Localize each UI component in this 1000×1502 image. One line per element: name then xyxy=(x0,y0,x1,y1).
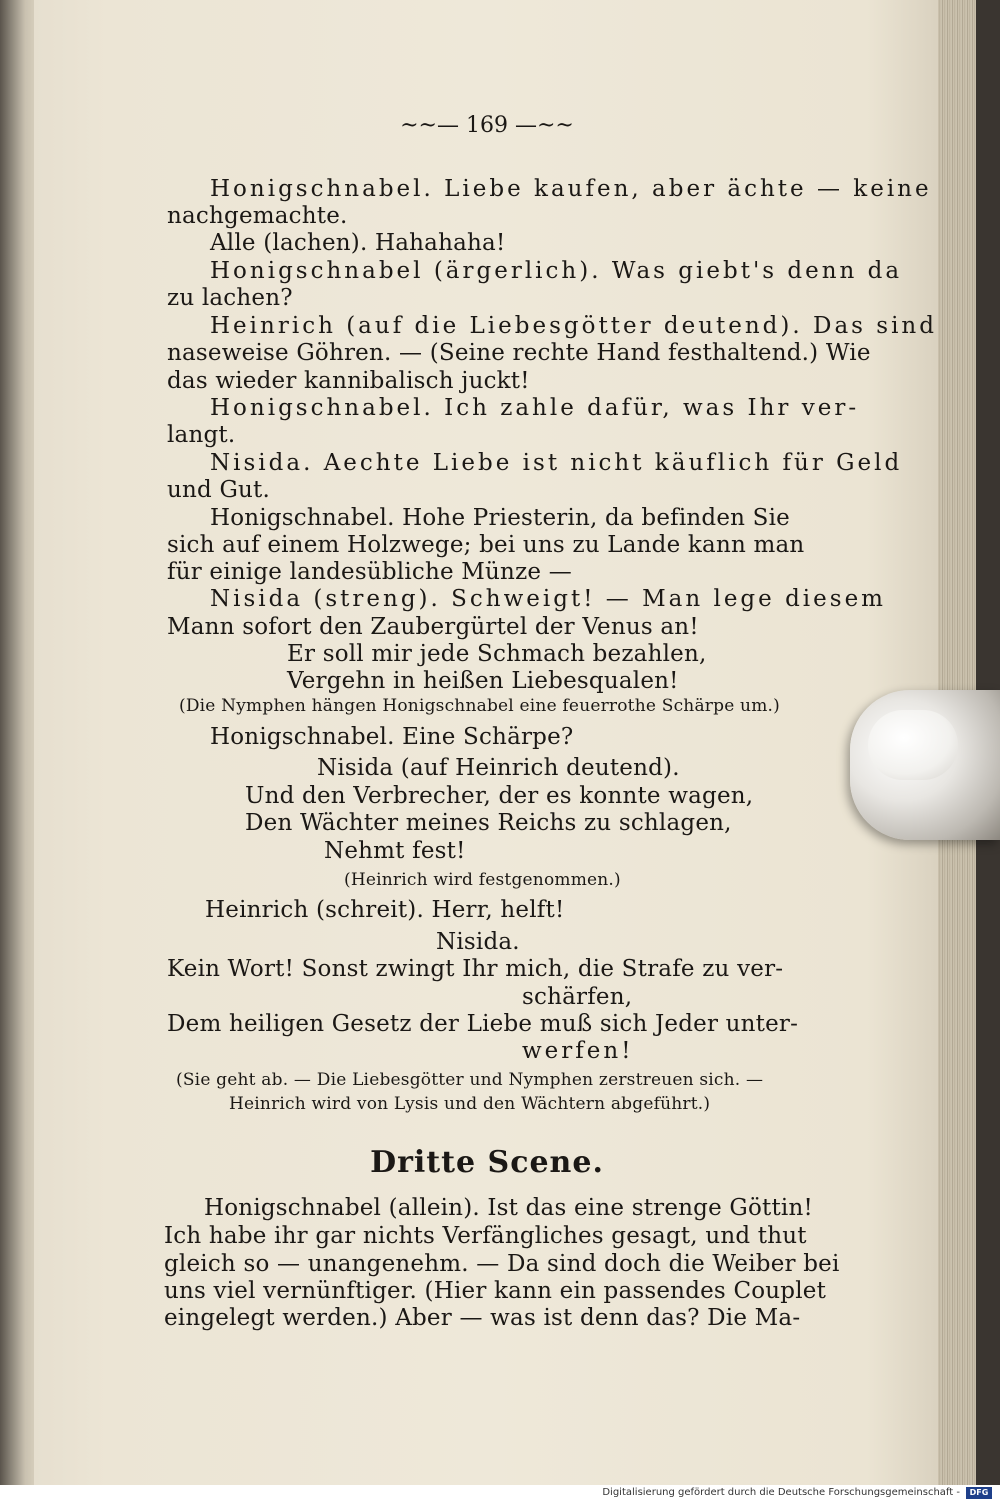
verse-line: Vergehn in heißen Liebesqualen! xyxy=(287,668,679,694)
verse-line: Dem heiligen Gesetz der Liebe muß sich Jeder unter- xyxy=(167,1011,799,1037)
speaker-line: Nisida (auf Heinrich deutend). xyxy=(317,755,680,781)
speaker-line: Nisida. xyxy=(436,929,520,955)
text-line: Nisida (streng). Schweigt! — Man lege diesem xyxy=(210,586,886,612)
funding-notice: Digitalisierung gefördert durch die Deutsche Forschungsgemeinschaft - xyxy=(602,1487,960,1498)
book-page xyxy=(34,0,940,1485)
text-line: das wieder kannibalisch juckt! xyxy=(167,368,530,394)
text-line: sich auf einem Holzwege; bei uns zu Lande kann man xyxy=(167,532,805,558)
footer-bar xyxy=(0,1485,1000,1502)
text-line: Nisida. Aechte Liebe ist nicht käuflich für Geld xyxy=(210,450,903,476)
text-line: Honigschnabel (ärgerlich). Was giebt's denn da xyxy=(210,258,903,284)
text-line: langt. xyxy=(167,422,236,448)
text-line: Mann sofort den Zaubergürtel der Venus an! xyxy=(167,614,699,640)
stage-direction: Heinrich wird von Lysis und den Wächtern abgeführt.) xyxy=(229,1094,711,1114)
text-line: naseweise Göhren. — (Seine rechte Hand festhaltend.) Wie xyxy=(167,340,871,366)
verse-line: werfen! xyxy=(522,1038,634,1064)
text-line: Ich habe ihr gar nichts Verfängliches gesagt, und thut xyxy=(164,1223,807,1249)
text-line: Alle (lachen). Hahahaha! xyxy=(210,230,506,256)
stage-direction: (Sie geht ab. — Die Liebesgötter und Nymphen zerstreuen sich. — xyxy=(176,1070,764,1090)
text-line: zu lachen? xyxy=(167,285,293,311)
text-line: und Gut. xyxy=(167,477,270,503)
verse-line: schärfen, xyxy=(522,984,633,1010)
text-line: uns viel vernünftiger. (Hier kann ein passendes Couplet xyxy=(164,1278,827,1304)
text-line: Honigschnabel. Ich zahle dafür, was Ihr ver- xyxy=(210,395,860,421)
facing-page-edge xyxy=(0,0,36,1485)
stage-direction: (Heinrich wird festgenommen.) xyxy=(344,870,621,890)
page-clip xyxy=(850,690,1000,840)
verse-line: Kein Wort! Sonst zwingt Ihr mich, die Strafe zu ver- xyxy=(167,956,784,982)
verse-line: Den Wächter meines Reichs zu schlagen, xyxy=(245,810,732,836)
text-line: gleich so — unangenehm. — Da sind doch die Weiber bei xyxy=(164,1251,840,1277)
page-number-text: 169 xyxy=(466,113,508,138)
text-line: Honigschnabel (allein). Ist das eine strenge Göttin! xyxy=(204,1195,813,1221)
verse-line: Nehmt fest! xyxy=(324,838,466,864)
text-line: Honigschnabel. Hohe Priesterin, da befinden Sie xyxy=(210,505,790,531)
text-line: Honigschnabel. Liebe kaufen, aber ächte — keine xyxy=(210,176,932,202)
verse-line: Er soll mir jede Schmach bezahlen, xyxy=(287,641,707,667)
page-clip-highlight xyxy=(868,710,958,780)
text-line: eingelegt werden.) Aber — was ist denn das? Die Ma- xyxy=(164,1305,801,1331)
page-number-ornament-left: ~~— xyxy=(400,113,466,138)
text-line: Heinrich (schreit). Herr, helft! xyxy=(205,897,565,923)
text-line: Honigschnabel. Eine Schärpe? xyxy=(210,724,574,750)
stage-direction: (Die Nymphen hängen Honigschnabel eine feuerrothe Schärpe um.) xyxy=(179,696,780,716)
text-line: Heinrich (auf die Liebesgötter deutend). Das sind xyxy=(210,313,937,339)
text-line: nachgemachte. xyxy=(167,203,348,229)
page-number-ornament-right: —~~ xyxy=(508,113,574,138)
page-number xyxy=(34,113,940,138)
text-line: für einige landesübliche Münze — xyxy=(167,559,572,585)
scene-heading: Dritte Scene. xyxy=(370,1145,604,1180)
verse-line: Und den Verbrecher, der es konnte wagen, xyxy=(245,783,754,809)
dfg-logo-icon: DFG xyxy=(966,1487,992,1499)
